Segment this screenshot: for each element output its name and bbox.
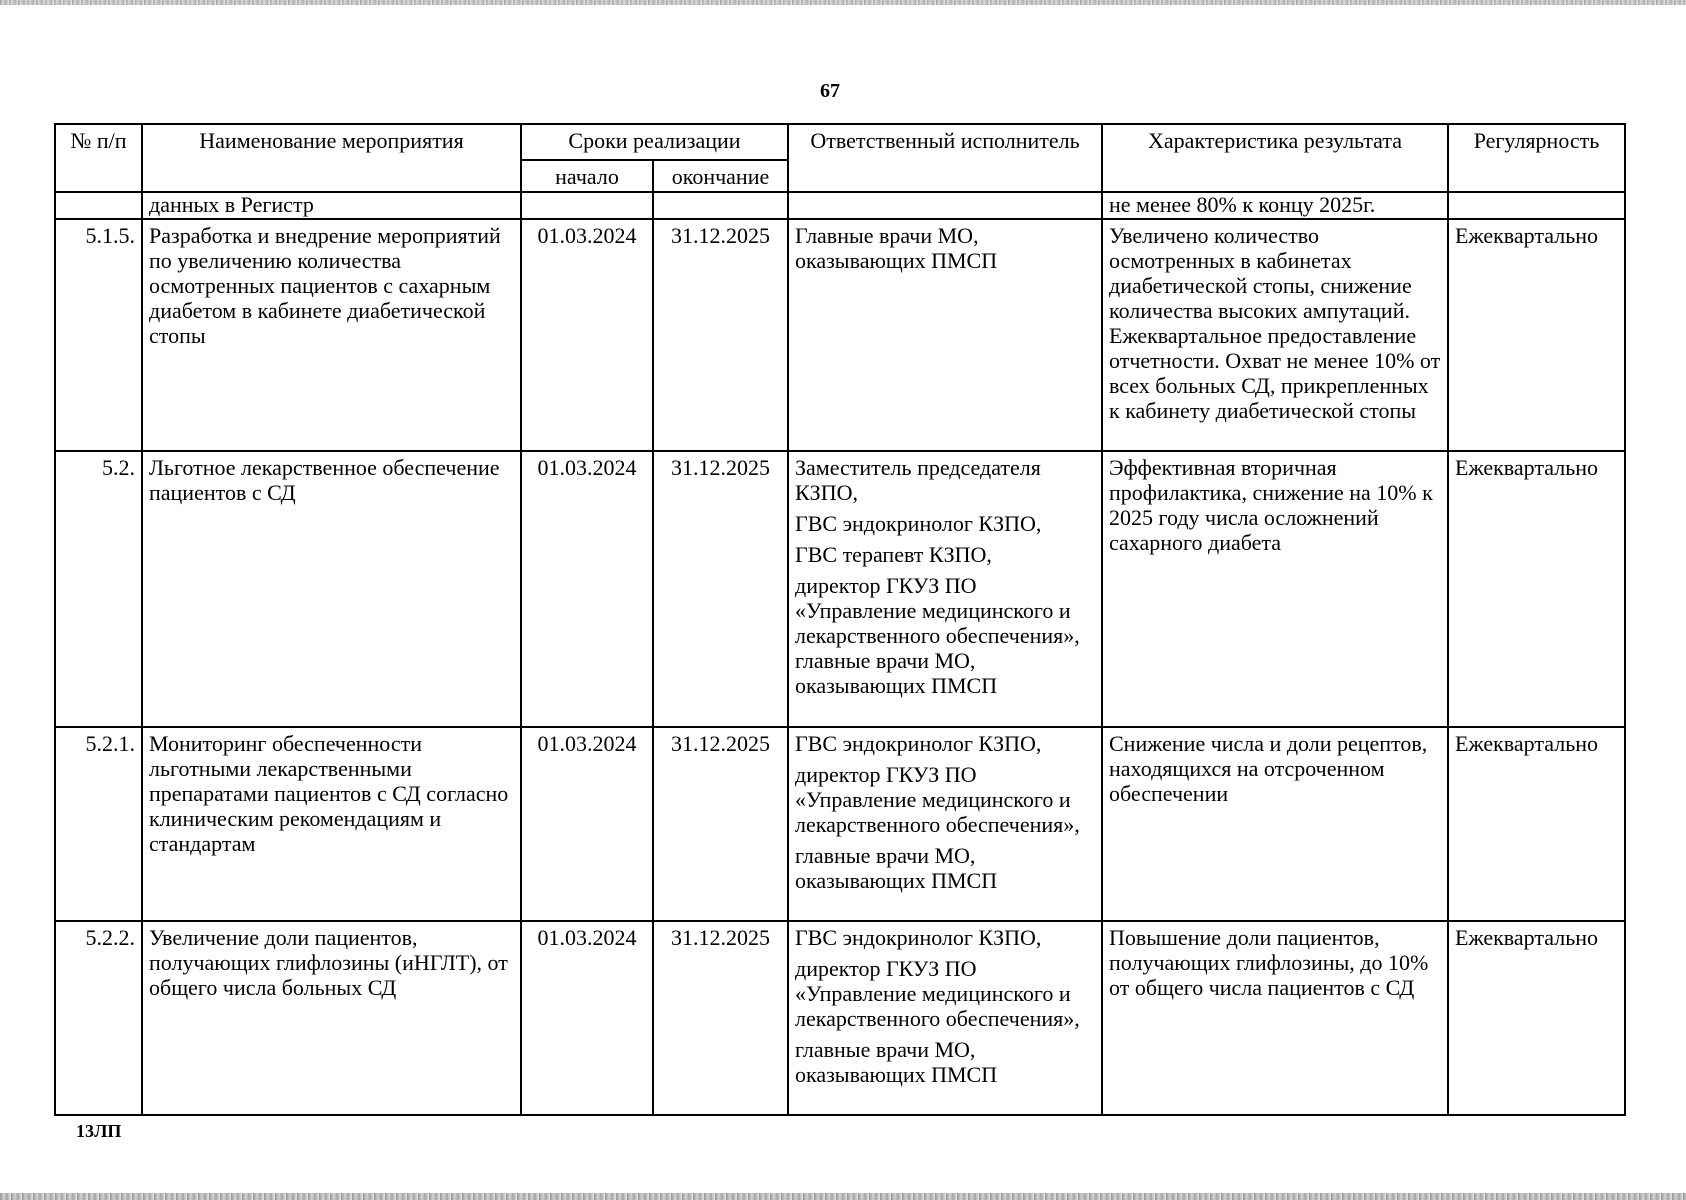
row-regularity: Ежеквартально <box>1448 219 1625 451</box>
responsible-line: директор ГКУЗ ПО «Управление медицинского и лекарственного обеспечения», <box>795 762 1080 837</box>
row-end: 31.12.2025 <box>653 727 788 921</box>
cont-regularity <box>1448 192 1625 219</box>
responsible-line: ГВС эндокринолог КЗПО, <box>795 731 1042 756</box>
row-num: 5.2. <box>55 451 142 727</box>
header-row <box>55 124 1625 160</box>
table-row <box>55 921 1625 1115</box>
row-regularity: Ежеквартально <box>1448 451 1625 727</box>
row-start: 01.03.2024 <box>521 727 653 921</box>
responsible-line: директор ГКУЗ ПО «Управление медицинского и лекарственного обеспечения», <box>795 956 1080 1031</box>
header-regularity: Регулярность <box>1448 124 1625 192</box>
responsible-line: ГВС терапевт КЗПО, <box>795 542 992 567</box>
row-start: 01.03.2024 <box>521 219 653 451</box>
header-start: начало <box>521 160 653 192</box>
row-result: Увеличено количество осмотренных в кабинетах диабетической стопы, снижение количества высоких ампутаций. Ежеквартальное предоставление отчетности. Охват не менее 10% от всех больных СД, прикрепленных к кабинету диабетической стопы <box>1102 219 1448 451</box>
row-start: 01.03.2024 <box>521 451 653 727</box>
header-num: № п/п <box>55 124 142 192</box>
header-end: окончание <box>653 160 788 192</box>
continuation-row <box>55 192 1625 219</box>
cont-num <box>55 192 142 219</box>
responsible-line: директор ГКУЗ ПО «Управление медицинского и лекарственного обеспечения», главные врачи МО, оказывающих ПМСП <box>795 573 1080 698</box>
row-responsible <box>788 727 1102 921</box>
cont-start <box>521 192 653 219</box>
row-result: Эффективная вторичная профилактика, снижение на 10% к 2025 году числа осложнений сахарного диабета <box>1102 451 1448 727</box>
cont-result: не менее 80% к концу 2025г. <box>1102 192 1448 219</box>
row-start: 01.03.2024 <box>521 921 653 1115</box>
row-num: 5.2.1. <box>55 727 142 921</box>
footer-code: 13ЛП <box>76 1121 122 1141</box>
row-end: 31.12.2025 <box>653 921 788 1115</box>
header-result: Характеристика результата <box>1102 124 1448 192</box>
row-num: 5.2.2. <box>55 921 142 1115</box>
responsible-line: ГВС эндокринолог КЗПО, <box>795 925 1042 950</box>
cont-end <box>653 192 788 219</box>
row-name: Разработка и внедрение мероприятий по увеличению количества осмотренных пациентов с сахарным диабетом в кабинете диабетической стопы <box>142 219 521 451</box>
row-responsible <box>788 219 1102 451</box>
row-name: Мониторинг обеспеченности льготными лекарственными препаратами пациентов с СД согласно клиническим рекомендациям и стандартам <box>142 727 521 921</box>
header-terms: Сроки реализации <box>521 124 788 160</box>
page-number: 67 <box>820 80 840 102</box>
row-name: Льготное лекарственное обеспечение пациентов с СД <box>142 451 521 727</box>
row-responsible <box>788 451 1102 727</box>
cont-name: данных в Регистр <box>142 192 521 219</box>
action-plan-table <box>54 123 1626 1116</box>
responsible-line: Главные врачи МО, оказывающих ПМСП <box>795 223 998 273</box>
row-result: Снижение числа и доли рецептов, находящихся на отсроченном обеспечении <box>1102 727 1448 921</box>
row-end: 31.12.2025 <box>653 451 788 727</box>
header-responsible: Ответственный исполнитель <box>788 124 1102 192</box>
row-end: 31.12.2025 <box>653 219 788 451</box>
responsible-line: главные врачи МО, оказывающих ПМСП <box>795 843 998 893</box>
scan-edge-top <box>0 0 1686 5</box>
table-row <box>55 727 1625 921</box>
responsible-line: Заместитель председателя КЗПО, <box>795 455 1041 505</box>
responsible-line: главные врачи МО, оказывающих ПМСП <box>795 1037 998 1087</box>
row-result: Повышение доли пациентов, получающих глифлозины, до 10% от общего числа пациентов с СД <box>1102 921 1448 1115</box>
row-regularity: Ежеквартально <box>1448 921 1625 1115</box>
table-row <box>55 451 1625 727</box>
cont-responsible <box>788 192 1102 219</box>
table-row <box>55 219 1625 451</box>
header-name: Наименование мероприятия <box>142 124 521 192</box>
scan-edge-bottom <box>0 1193 1686 1200</box>
row-responsible <box>788 921 1102 1115</box>
row-num: 5.1.5. <box>55 219 142 451</box>
responsible-line: ГВС эндокринолог КЗПО, <box>795 511 1042 536</box>
row-name: Увеличение доли пациентов, получающих глифлозины (иНГЛТ), от общего числа больных СД <box>142 921 521 1115</box>
row-regularity: Ежеквартально <box>1448 727 1625 921</box>
